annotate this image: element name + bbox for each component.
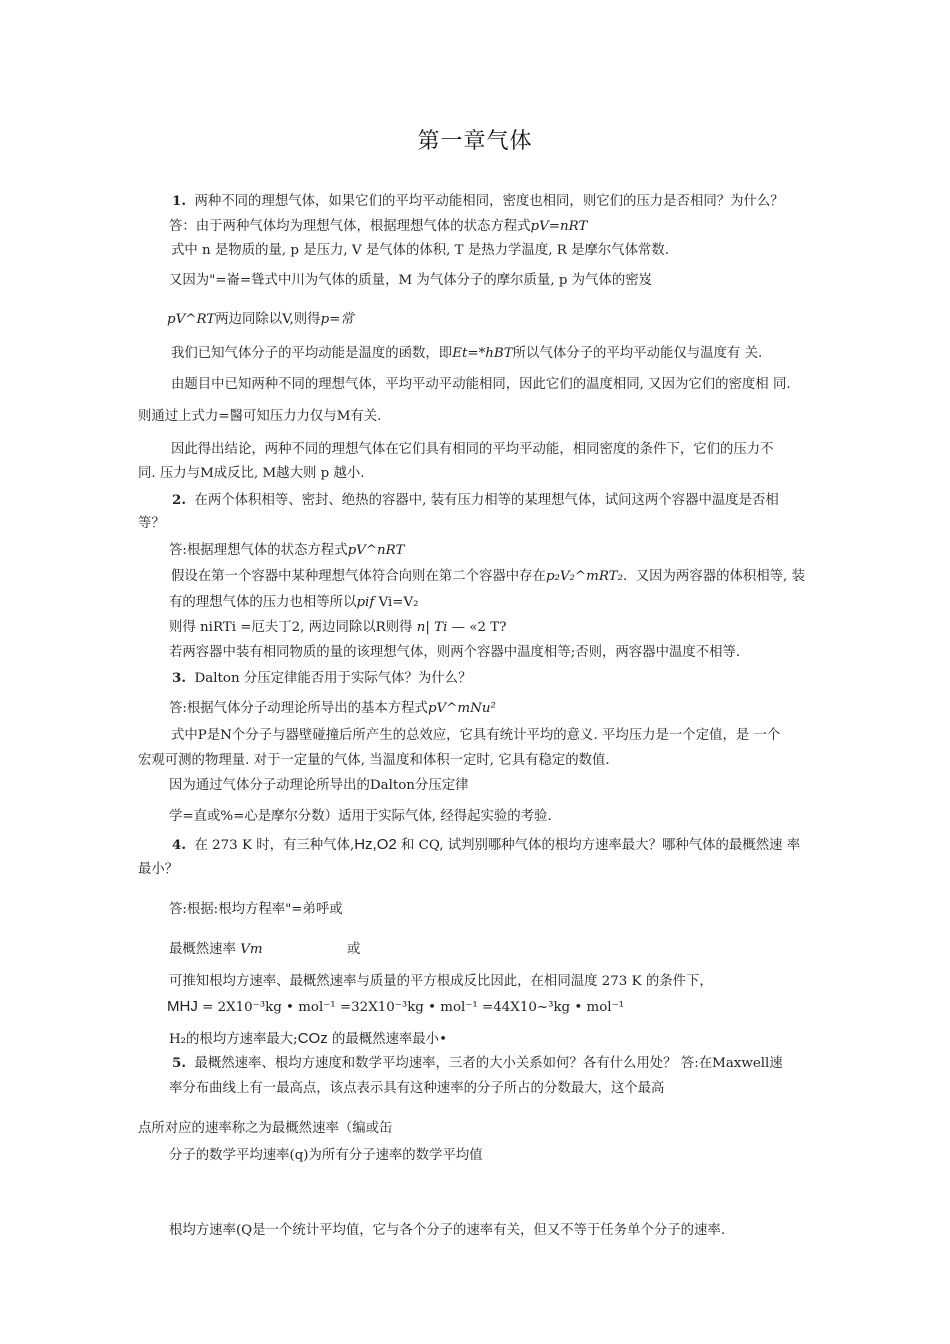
question-2-line-2: 等？ (138, 516, 165, 531)
question-4-number: 4. (172, 837, 186, 853)
answer-2-line-4-text: 则得 niRTi =厄夫丁2, 两边同除以R则得 (169, 620, 413, 635)
equation: p=常 (320, 312, 354, 327)
ideal-gas-equation: pV=nRT (530, 219, 588, 234)
co2-formula: COz (297, 1030, 328, 1047)
equation: pV^nRT (347, 543, 405, 558)
answer-4-line-4 (167, 998, 624, 1017)
answer-1-line-5-text: 我们已知气体分子的平均动能是温度的函数，即 (171, 346, 453, 361)
answer-2-line-1 (169, 542, 404, 560)
question-2 (172, 491, 779, 510)
question-3-number: 3. (172, 670, 186, 686)
answer-3-line-2: 式中P是N个分子与器壁碰撞后所产生的总效应，它具有统计平均的意义. 平均压力是一个定值，是 一个 (171, 728, 781, 743)
equation: p₂V₂^mRT₂. (545, 569, 628, 584)
answer-3-line-4: 因为通过气体分子动理论所导出的Dalton分压定律 (169, 778, 469, 793)
answer-1-line-4 (167, 311, 354, 329)
question-5-number: 5. (172, 1055, 186, 1071)
answer-1-line-1-text: 答：由于两种气体均为理想气体，根据理想气体的状态方程式 (169, 219, 531, 234)
answer-2-line-2-text: 假设在第一个容器中某种理想气体符合向则在第二个容器中存在 (171, 569, 546, 584)
question-1-text: 两种不同的理想气体，如果它们的平均平动能相同，密度也相同，则它们的压力是否相同？为什么？ (194, 194, 784, 209)
equation: pV^RT (167, 312, 216, 327)
answer-4-line-5-text-b: 的最概然速率最小• (331, 1032, 447, 1047)
answer-1-line-5 (171, 345, 762, 363)
answer-2-line-3-text-b: Vi=V₂ (378, 595, 419, 610)
question-1 (172, 192, 784, 211)
question-3 (172, 669, 471, 688)
gas-formulas: Hz,O2 (354, 836, 397, 853)
answer-1-line-9: 同. 压力与M成反比, M越大则 p 越小. (138, 466, 365, 481)
answer-1-line-6: 由题目中已知两种不同的理想气体，平均平动平动能相同，因此它们的温度相同, 又因为它们的密度相 同. (171, 377, 791, 392)
answer-1-line-7: 则通过上式力=醫可知压力力仅与M有关. (138, 409, 382, 424)
answer-1-line-8: 因此得出结论，两种不同的理想气体在它们具有相同的平均平动能，相同密度的条件下，它们的压力不 (171, 442, 774, 457)
answer-2-line-1-text: 答:根据理想气体的状态方程式 (169, 543, 348, 558)
question-5 (172, 1054, 783, 1073)
question-5-text: 最概然速率、根均方速度和数学平均速率，三者的大小关系如何？各有什么用处？ 答:在Maxwell速 (194, 1056, 783, 1071)
question-3-text: Dalton 分压定律能否用于实际气体？为什么？ (194, 671, 472, 686)
molar-mass-label: MHJ (167, 998, 198, 1015)
question-4-text: 在 273 K 时，有三种气体, (194, 838, 355, 853)
question-5-line-2: 率分布曲线上有一最高点，该点表示具有这种速率的分子所占的分数最大，这个最高 (169, 1081, 665, 1096)
molar-mass-values: = 2X10⁻³kg • mol⁻¹ =32X10⁻³kg • mol⁻¹ =44X10~³kg • mol⁻¹ (202, 1000, 625, 1015)
equation: pif (356, 595, 375, 610)
question-2-text: 在两个体积相等、密封、绝热的容器中, 装有压力相等的某理想气体，试问这两个容器中温度是否相 (194, 493, 779, 508)
answer-2-line-3 (169, 594, 419, 612)
answer-2-line-3-text: 有的理想气体的压力也相等所以 (169, 595, 357, 610)
equation: Vm (240, 942, 263, 957)
answer-1-line-5-text-b: 所以气体分子的平均平动能仅与温度有 关. (512, 346, 763, 361)
answer-4-line-1: 答:根据:根均方程率"=弟呼或 (169, 902, 343, 917)
answer-2-line-2-text-b: 又因为两容器的体积相等, 装 (635, 569, 805, 584)
answer-2-line-4 (169, 619, 506, 637)
question-1-number: 1. (172, 193, 186, 209)
answer-4-line-2 (169, 941, 263, 959)
question-4-text-b: 和 CQ, 试判别哪种气体的根均方速率最大？哪种气体的最概然速 率 (401, 838, 801, 853)
equation: n| Ti (416, 620, 448, 635)
answer-5-line-5: 根均方速率(Q是一个统计平均值，它与各个分子的速率有关，但又不等于任务单个分子的速率. (169, 1223, 726, 1238)
question-4 (172, 836, 800, 855)
answer-4-or: 或 (347, 942, 361, 957)
answer-5-line-4: 分子的数学平均速率(q)为所有分子速率的数学平均值 (169, 1148, 483, 1163)
answer-5-line-3: 点所对应的速率称之为最概然速率（编或缶 (138, 1121, 393, 1136)
answer-2-line-2 (171, 568, 805, 586)
question-2-number: 2. (172, 492, 186, 508)
answer-4-line-5 (169, 1030, 447, 1049)
answer-3-line-1 (169, 700, 496, 718)
equation: pV^mNu² (427, 701, 496, 716)
equation: Et=*hBT (452, 346, 513, 361)
answer-1-line-3: 又因为"=崙=聳式中川为气体的质量，M 为气体分子的摩尔质量, p 为气体的密岌 (169, 273, 653, 288)
answer-3-line-5: 学=直或%=心是摩尔分数）适用于实际气体, 经得起实验的考验. (169, 809, 552, 824)
answer-3-line-3: 宏观可测的物理量. 对于一定量的气体, 当温度和体积一定时, 它具有稳定的数值. (138, 753, 610, 768)
answer-2-line-5: 若两容器中装有相同物质的量的该理想气体，则两个容器中温度相等;否则，两容器中温度不相等. (169, 645, 741, 660)
answer-2-line-4-text-b: — «2 T? (451, 620, 507, 635)
answer-4-line-5-text: H₂的根均方速率最大; (169, 1032, 298, 1047)
answer-4-line-2-text: 最概然速率 (169, 942, 236, 957)
answer-1-line-2: 式中 n 是物质的量, p 是压力, V 是气体的体积, T 是热力学温度, R 是摩尔气体常数. (171, 243, 670, 258)
answer-4-line-3: 可推知根均方速率、最概然速率与质量的平方根成反比因此，在相同温度 273 K 的条件下， (169, 974, 713, 989)
question-4-line-2: 最小？ (138, 862, 179, 877)
answer-1-line-4-text: 两边同除以V,则得 (215, 312, 321, 327)
answer-3-line-1-text: 答:根据气体分子动理论所导出的基本方程式 (169, 701, 428, 716)
answer-1-line-1 (169, 218, 587, 236)
chapter-title: 第一章气体 (417, 129, 533, 154)
